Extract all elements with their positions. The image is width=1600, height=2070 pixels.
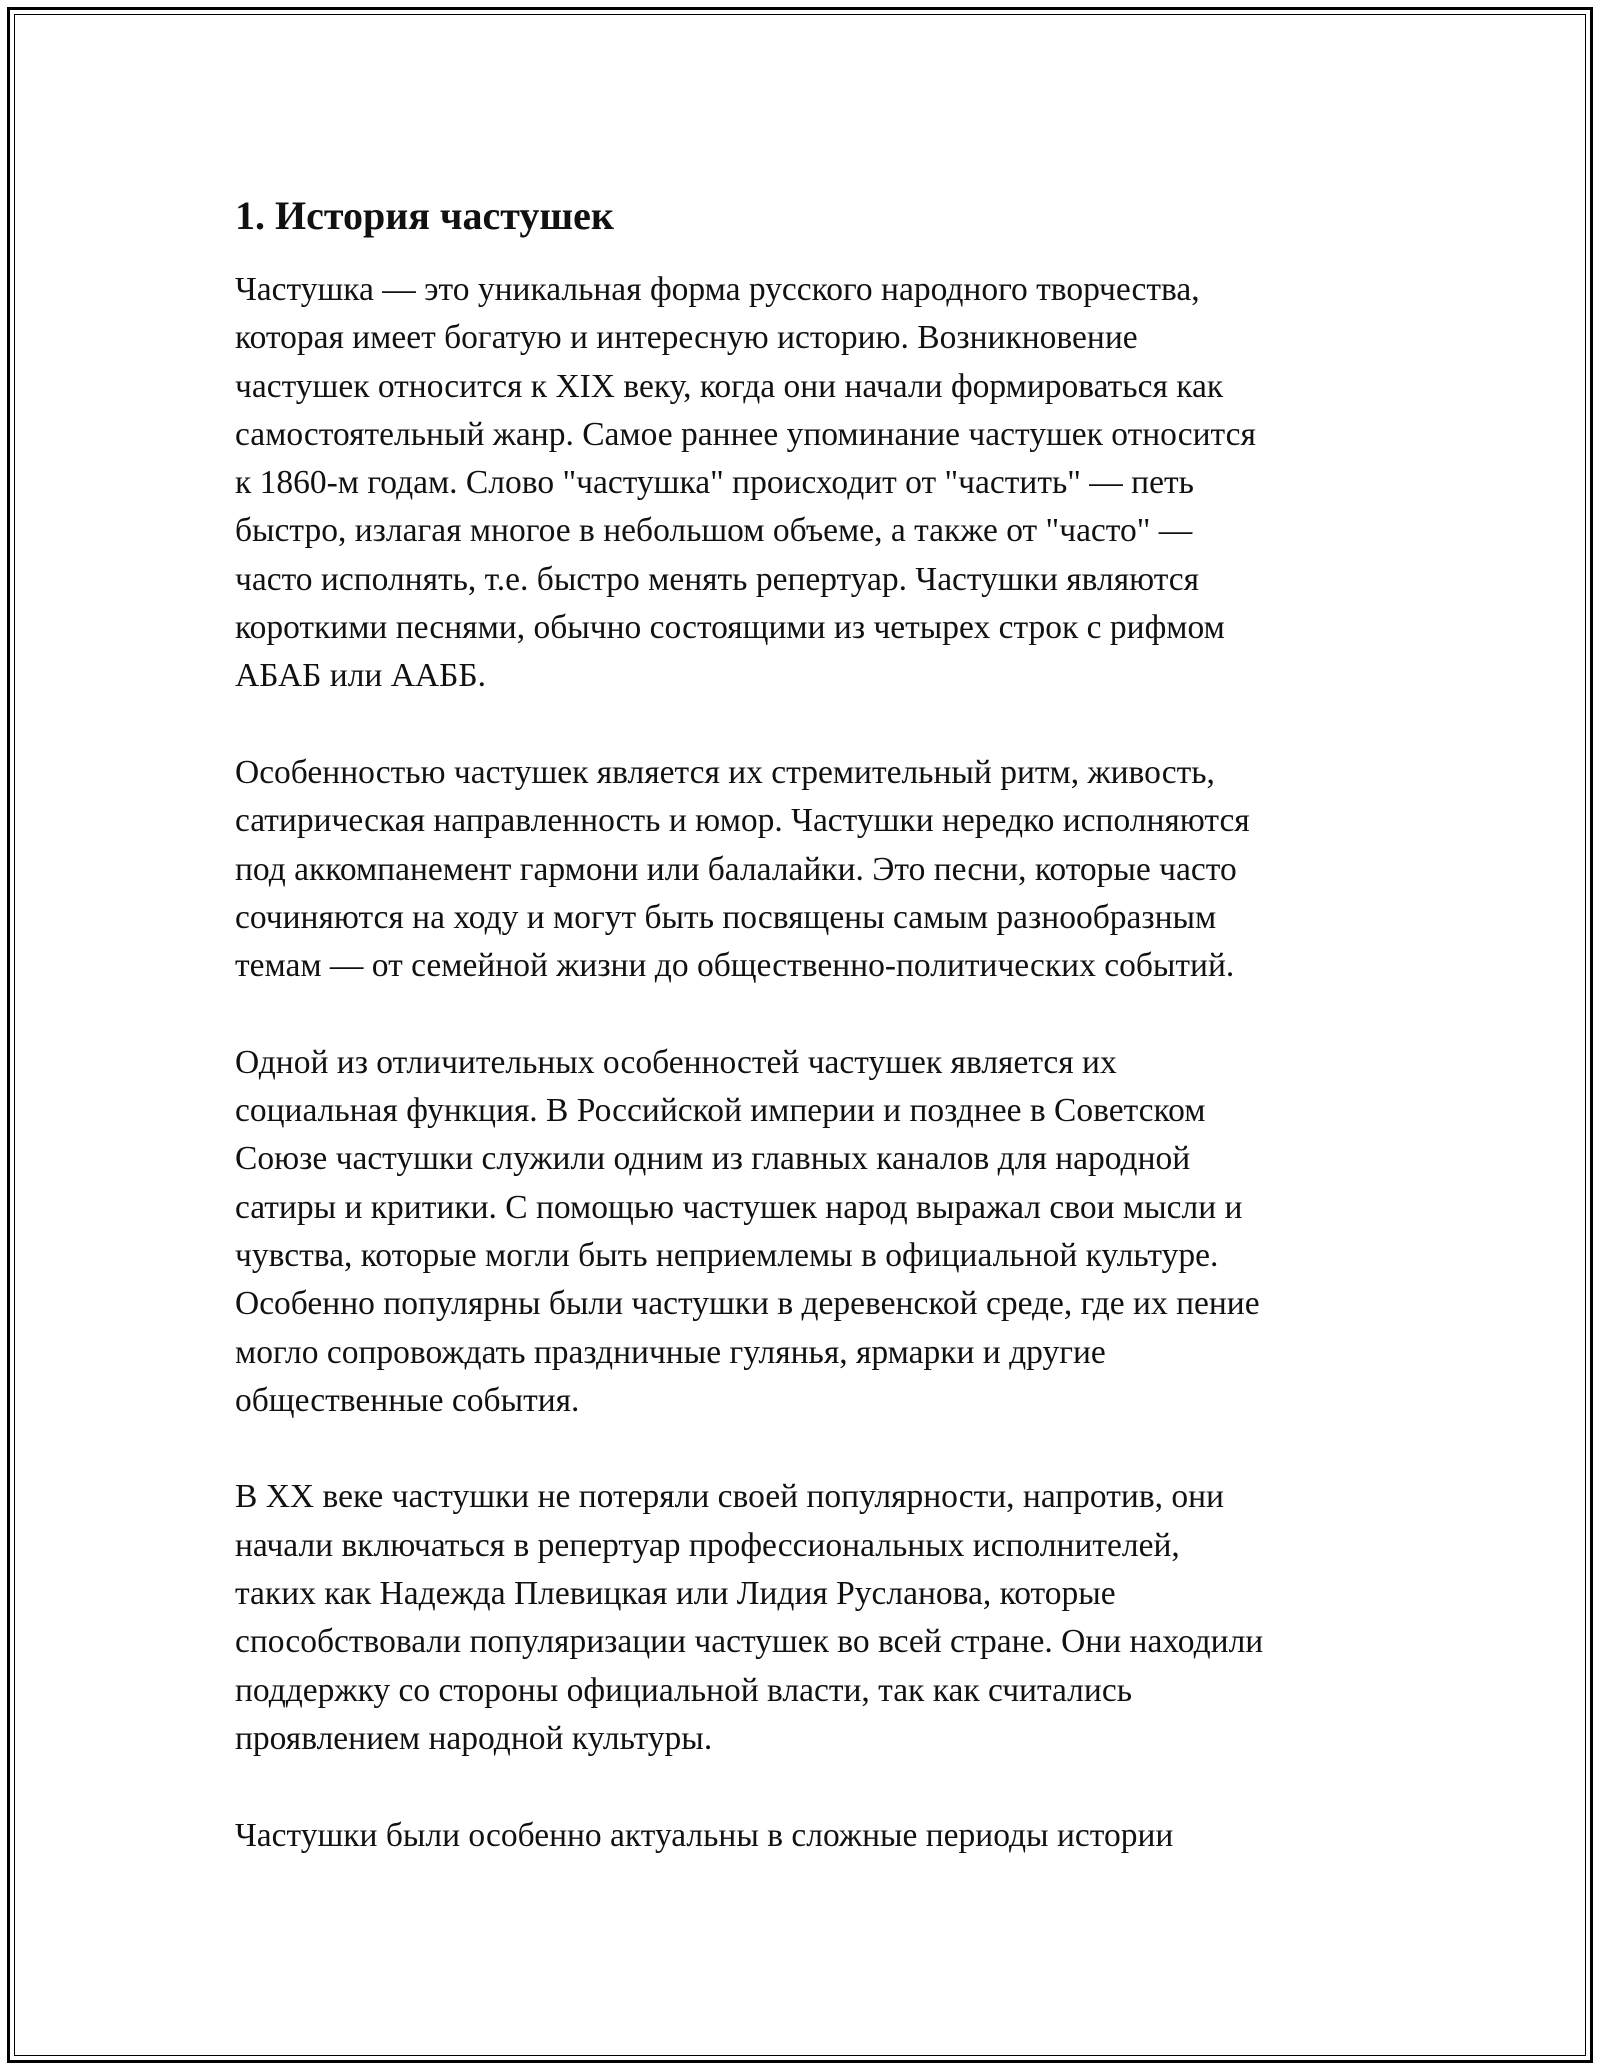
text-line: под аккомпанемент гармони или балалайки. Это песни, которые часто bbox=[235, 850, 1237, 888]
text-line: которая имеет богатую и интересную историю. Возникновение bbox=[235, 319, 1138, 357]
paragraph-1 bbox=[235, 266, 1385, 701]
paragraph-5 bbox=[235, 1812, 1385, 1860]
paragraph-4 bbox=[235, 1473, 1385, 1763]
text-line: Союзе частушки служили одним из главных каналов для народной bbox=[235, 1140, 1191, 1178]
text-line: таких как Надежда Плевицкая или Лидия Русланова, которые bbox=[235, 1575, 1116, 1613]
text-line: сатиры и критики. С помощью частушек народ выражал свои мысли и bbox=[235, 1188, 1243, 1226]
text-line: часто исполнять, т.е. быстро менять репертуар. Частушки являются bbox=[235, 560, 1200, 598]
text-line: способствовали популяризации частушек во всей стране. Они находили bbox=[235, 1623, 1264, 1661]
text-line: Особенностью частушек является их стремительный ритм, живость, bbox=[235, 753, 1215, 791]
text-line: чувства, которые могли быть неприемлемы в официальной культуре. bbox=[235, 1236, 1219, 1274]
text-line: темам — от семейной жизни до общественно-политических событий. bbox=[235, 947, 1235, 985]
text-line: сочиняются на ходу и могут быть посвящены самым разнообразным bbox=[235, 898, 1217, 936]
text-line: поддержку со стороны официальной власти, так как считались bbox=[235, 1671, 1132, 1709]
text-line: социальная функция. В Российской империи и позднее в Советском bbox=[235, 1092, 1206, 1130]
text-line: самостоятельный жанр. Самое раннее упоминание частушек относится bbox=[235, 415, 1256, 453]
text-line: частушек относится к XIX веку, когда они начали формироваться как bbox=[235, 367, 1224, 405]
text-line: Частушки были особенно актуальны в сложные периоды истории bbox=[235, 1816, 1174, 1854]
text-line: проявлением народной культуры. bbox=[235, 1719, 713, 1757]
document-body bbox=[235, 188, 1385, 1908]
text-line: Одной из отличительных особенностей частушек является их bbox=[235, 1043, 1117, 1081]
text-line: короткими песнями, обычно состоящими из четырех строк с рифмом bbox=[235, 609, 1225, 647]
text-line: сатирическая направленность и юмор. Частушки нередко исполняются bbox=[235, 802, 1250, 840]
text-line: быстро, излагая многое в небольшом объеме, а также от "часто" — bbox=[235, 512, 1193, 550]
section-title: 1. История частушек bbox=[235, 193, 614, 238]
text-line: общественные события. bbox=[235, 1381, 580, 1419]
text-line: Особенно популярны были частушки в деревенской среде, где их пение bbox=[235, 1285, 1260, 1323]
text-line: В XX веке частушки не потеряли своей популярности, напротив, они bbox=[235, 1478, 1224, 1516]
text-line: Частушка — это уникальная форма русского народного творчества, bbox=[235, 271, 1200, 308]
text-line: начали включаться в репертуар профессиональных исполнителей, bbox=[235, 1526, 1180, 1564]
text-line: АБАБ или ААББ. bbox=[235, 657, 486, 695]
paragraph-2 bbox=[235, 749, 1385, 990]
text-line: могло сопровождать праздничные гулянья, ярмарки и другие bbox=[235, 1333, 1106, 1371]
paragraph-3 bbox=[235, 1039, 1385, 1425]
text-line: к 1860-м годам. Слово "частушка" происходит от "частить" — петь bbox=[235, 464, 1194, 502]
